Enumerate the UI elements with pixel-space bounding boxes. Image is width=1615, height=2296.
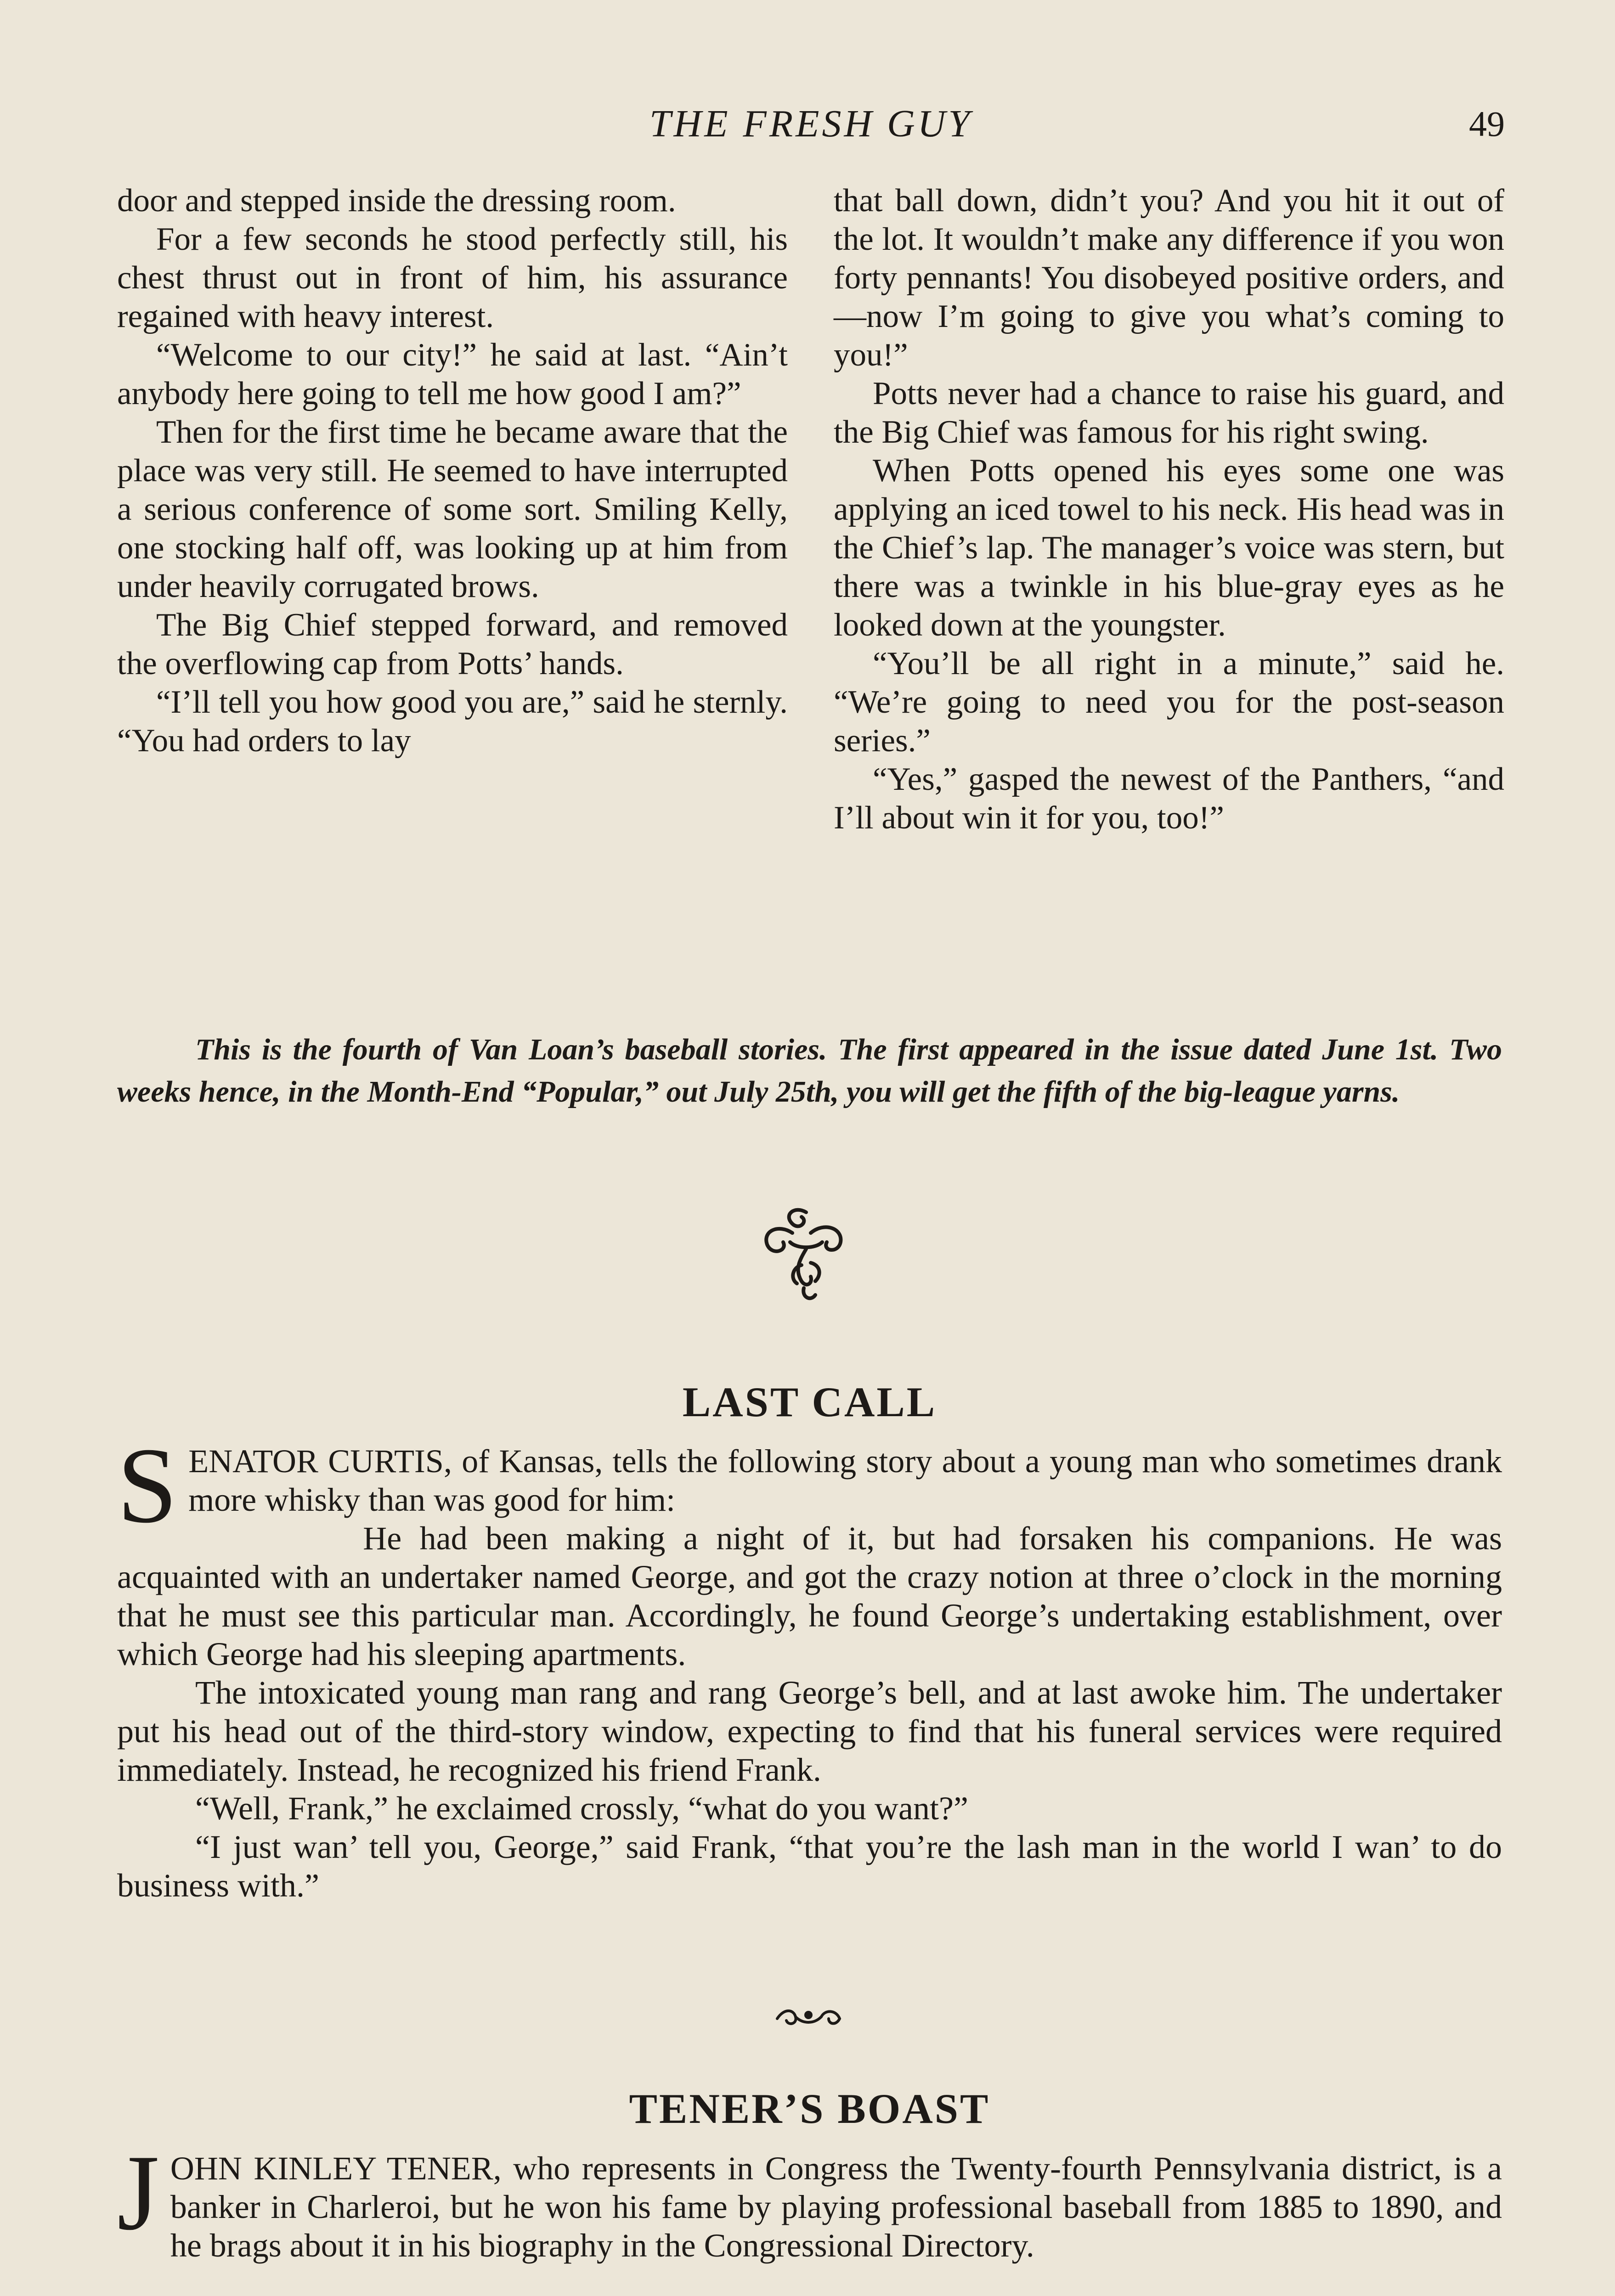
running-head [117, 99, 1505, 149]
fleuron-ornament-icon [749, 1199, 864, 1313]
page-number: 49 [1469, 104, 1505, 144]
story-paragraph: that ball down, didn’t you? And you hit it out of the lot. It wouldn’t make any difference if you won forty pennants! You disobeyed positive orders, and—now I’m going to give you what’s coming to you!” [834, 183, 1504, 373]
story-left-column [117, 181, 788, 760]
story-paragraph: The Big Chief stepped forward, and removed the overflowing cap from Potts’ hands. [117, 607, 788, 681]
article-paragraph: ENATOR CURTIS, of Kansas, tells the following story about a young man who sometimes drank more whisky than was good for him: [188, 1443, 1502, 1518]
story-paragraph: Then for the first time he became aware that the place was very still. He seemed to have interrupted a serious conference of some sort. Smiling Kelly, one stocking half off, was looking up at him from under heavily corrugated brows. [117, 414, 788, 604]
article-paragraph: OHN KINLEY TENER, who represents in Congress the Twenty-fourth Pennsylvania district, is a banker in Charleroi, but he won his fame by playing professional baseball from 1885 to 1890, and he brags about it in his biography in the Congressional Directory. [170, 2150, 1502, 2264]
article-title-teners-boast: TENER’S BOAST [629, 2085, 990, 2132]
article-paragraph: “Well, Frank,” he exclaimed crossly, “what do you want?” [195, 1790, 968, 1827]
article-paragraph: “I just wan’ tell you, George,” said Frank, “that you’re the lash man in the world I wan’ to do business with.” [117, 1829, 1502, 1904]
story-right-column [834, 181, 1504, 837]
article-teners-boast [117, 2133, 1502, 2265]
article-title-last-call: LAST CALL [682, 1379, 937, 1425]
story-paragraph: “You’ll be all right in a minute,” said he. “We’re going to need you for the post-season series.” [834, 646, 1504, 759]
article-paragraph: The intoxicated young man rang and rang George’s bell, and at last awoke him. The undertaker put his head out of the third-story window, expecting to find that his funeral services were required immediately. Instead, he recognized his friend Frank. [117, 1674, 1502, 1788]
drop-cap: J [117, 2133, 159, 2253]
story-paragraph: door and stepped inside the dressing room. [117, 183, 676, 219]
article-last-call [117, 1426, 1502, 1905]
running-title: THE FRESH GUY [649, 102, 973, 145]
small-flourish-ornament-icon [772, 2002, 845, 2034]
story-paragraph: “I’ll tell you how good you are,” said he sternly. “You had orders to lay [117, 684, 788, 759]
drop-cap: S [117, 1426, 178, 1546]
story-paragraph: “Yes,” gasped the newest of the Panthers, “and I’ll about win it for you, too!” [834, 761, 1504, 836]
story-paragraph: When Potts opened his eyes some one was applying an iced towel to his neck. His head was in the Chief’s lap. The manager’s voice was stern, but there was a twinkle in his blue-gray eyes as he looked down at the youngster. [834, 453, 1504, 643]
story-paragraph: For a few seconds he stood perfectly still, his chest thrust out in front of him, his assurance regained with heavy interest. [117, 221, 788, 334]
story-paragraph: Potts never had a chance to raise his guard, and the Big Chief was famous for his right swing. [834, 376, 1504, 450]
story-paragraph: “Welcome to our city!” he said at last. “Ain’t anybody here going to tell me how good I am?” [117, 337, 788, 411]
editor-note: This is the fourth of Van Loan’s baseball stories. The first appeared in the issue dated June 1st. Two weeks hence, in the Month-End “Popular,” out July 25th, you will get the fifth of the big-league yarns. [117, 1033, 1502, 1109]
article-paragraph: He had been making a night of it, but had forsaken his companions. He was acquainted with an undertaker named George, and got the crazy notion at three o’clock in the morning that he must see this particular man. Accordingly, he found George’s undertaking establishment, over which George had his sleeping apartments. [117, 1520, 1502, 1672]
